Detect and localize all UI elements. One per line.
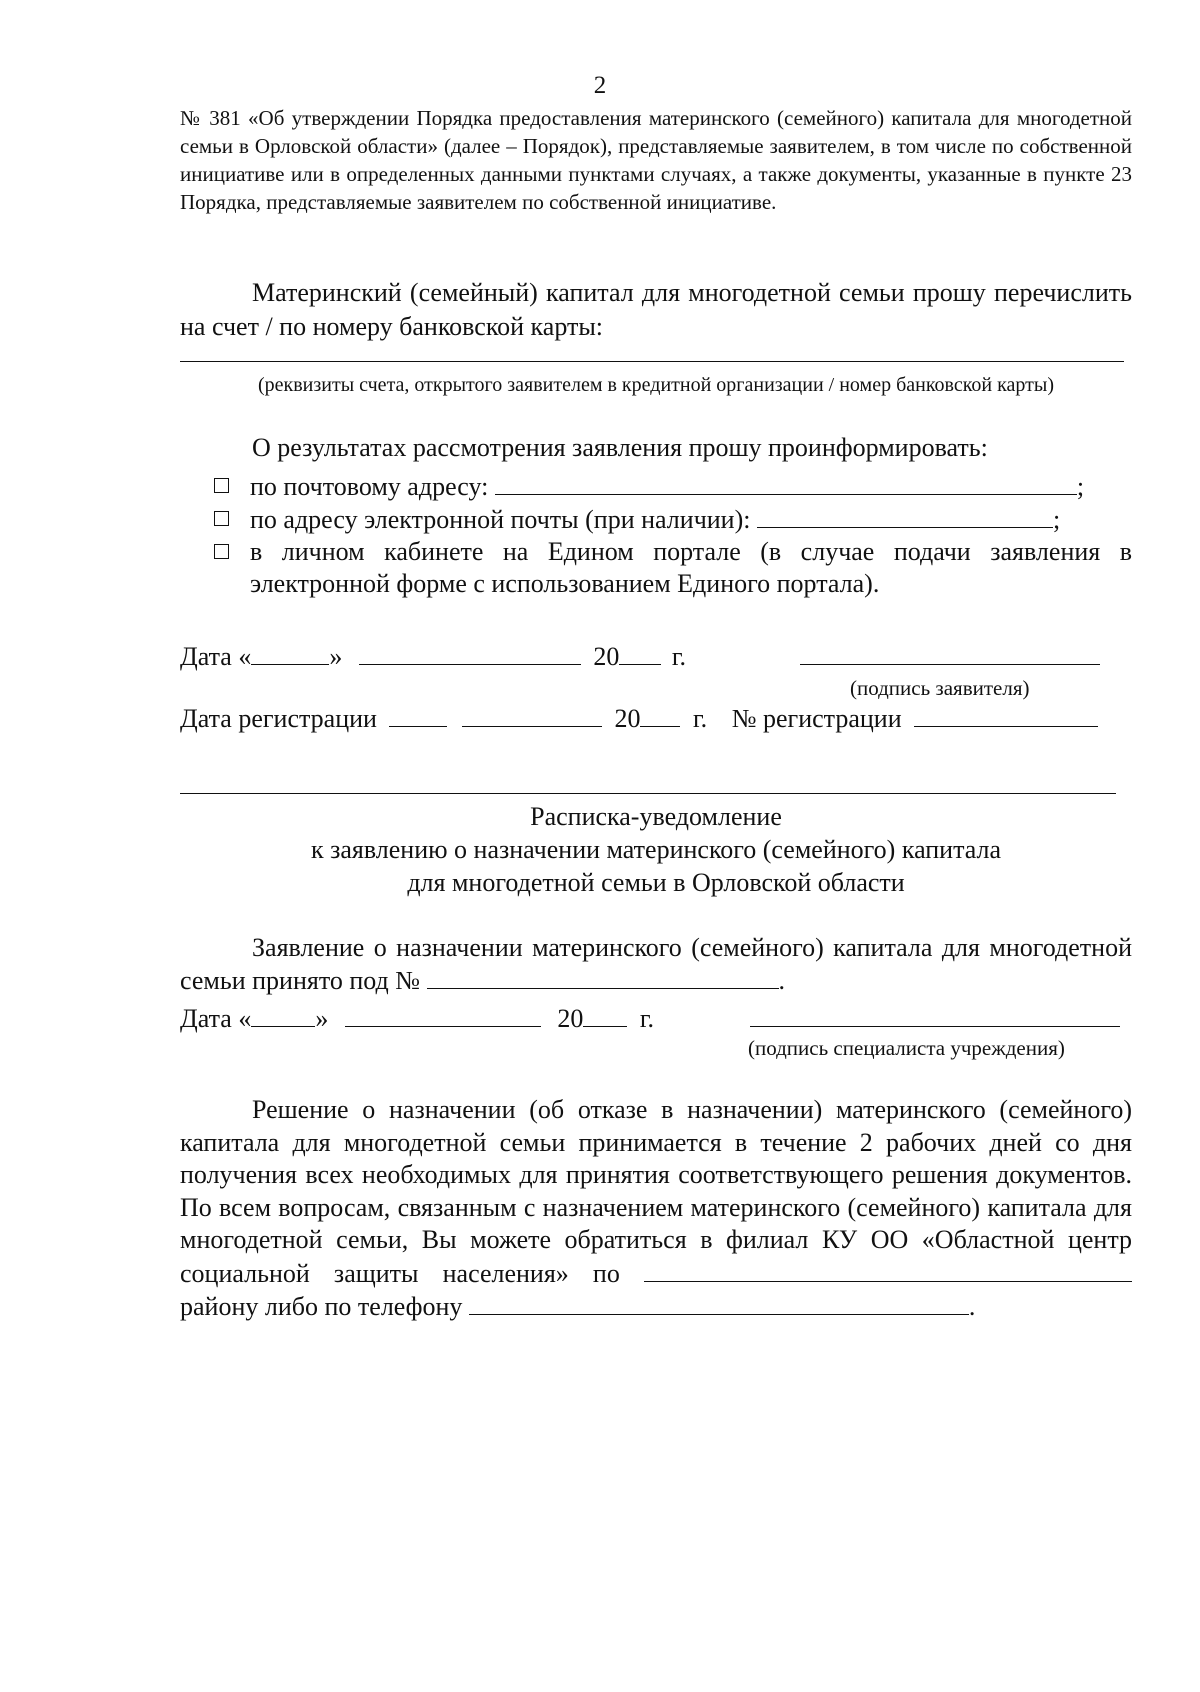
- page-number: 2: [593, 72, 607, 99]
- email-field[interactable]: [757, 503, 1053, 528]
- registration-year-prefix: 20: [614, 704, 641, 733]
- registration-number-label: № регистрации: [731, 704, 902, 733]
- registration-year-field[interactable]: [640, 702, 680, 727]
- receipt-year-prefix: 20: [557, 1004, 584, 1033]
- semicolon: ;: [1076, 472, 1085, 501]
- day-field[interactable]: [251, 640, 329, 665]
- option-cabinet-label: в личном кабинете на Едином портале (в случае подачи заявления в электронной форме с использованием Единого портала).: [250, 537, 1132, 598]
- year-prefix: 20: [593, 642, 620, 671]
- phone-field[interactable]: [469, 1290, 969, 1315]
- receipt-title: [180, 800, 1132, 899]
- applicant-signature-area: [800, 640, 1100, 672]
- specialist-signature-field[interactable]: [750, 1002, 1120, 1027]
- receipt-year-field[interactable]: [583, 1002, 627, 1027]
- receipt-title-line1: Расписка-уведомление: [530, 802, 782, 831]
- registration-day-field[interactable]: [389, 702, 447, 727]
- receipt-day-field[interactable]: [251, 1002, 315, 1027]
- phone-label: по телефону: [324, 1292, 463, 1321]
- semicolon: ;: [1052, 505, 1061, 534]
- receipt-year-suffix: г.: [639, 1004, 655, 1033]
- final-period: .: [968, 1292, 976, 1321]
- separator-line: [180, 792, 1116, 794]
- decision-paragraph: [180, 1094, 1132, 1324]
- email-checkbox[interactable]: [214, 511, 229, 526]
- post-checkbox[interactable]: [214, 478, 229, 493]
- cabinet-checkbox[interactable]: [214, 544, 229, 559]
- date-row: [180, 640, 686, 672]
- date-label: Дата «: [180, 642, 252, 671]
- receipt-month-field[interactable]: [345, 1002, 541, 1027]
- account-caption: (реквизиты счета, открытого заявителем в кредитной организации / номер банковской карты): [257, 374, 1055, 396]
- registration-date-label: Дата регистрации: [180, 704, 377, 733]
- date-close: »: [329, 642, 343, 671]
- option-email-label: по адресу электронной почты (при наличии):: [250, 505, 751, 534]
- receipt-accepted: [180, 932, 1132, 997]
- registration-row: [180, 702, 1098, 734]
- account-input-line[interactable]: [180, 360, 1124, 362]
- receipt-date-label: Дата «: [180, 1004, 252, 1033]
- district-suffix: району либо: [180, 1292, 318, 1321]
- option-email: [180, 503, 1132, 536]
- option-post: [180, 470, 1132, 503]
- inform-heading: О результатах рассмотрения заявления прошу проинформировать:: [252, 433, 988, 462]
- specialist-signature-caption: (подпись специалиста учреждения): [748, 1036, 1065, 1060]
- specialist-signature-area: [750, 1002, 1120, 1034]
- year-suffix: г.: [671, 642, 687, 671]
- receipt-date-close: »: [315, 1004, 329, 1033]
- intro-paragraph: № 381 «Об утверждении Порядка предоставления материнского (семейного) капитала для многодетной семьи в Орловской области» (далее – Порядок), представляемые заявителем, в том числе по собственной инициативе или в определенных данными пунктами случаях, а также документы, указанные в пункте 23 Порядка, представляемые заявителем по собственной инициативе.: [180, 106, 1132, 214]
- receipt-number-field[interactable]: [427, 964, 779, 989]
- registration-month-field[interactable]: [462, 702, 602, 727]
- applicant-signature-caption: (подпись заявителя): [850, 676, 1030, 700]
- receipt-accepted-text: Заявление о назначении материнского (семейного) капитала для многодетной семьи принято под №: [180, 933, 1132, 995]
- registration-year-suffix: г.: [692, 704, 708, 733]
- option-cabinet: [180, 536, 1132, 600]
- applicant-signature-field[interactable]: [800, 640, 1100, 665]
- district-field[interactable]: [644, 1257, 1132, 1282]
- receipt-title-line2: к заявлению о назначении материнского (семейного) капитала: [310, 835, 1002, 864]
- decision-text: Решение о назначении (об отказе в назначении) материнского (семейного) капитала для многодетной семьи принимается в течение 2 рабочих дней со дня получения всех необходимых для принятия соответствующего решения документов. По всем вопросам, связанным с назначением материнского (семейного) капитала для многодетной семьи, Вы можете обратиться в филиал КУ ОО «Областной центр социальной защиты населения» по: [180, 1095, 1132, 1288]
- registration-number-field[interactable]: [914, 702, 1098, 727]
- receipt-date-row: [180, 1002, 654, 1034]
- year-field[interactable]: [619, 640, 661, 665]
- inform-options: [180, 470, 1132, 600]
- month-field[interactable]: [359, 640, 581, 665]
- option-post-label: по почтовому адресу:: [250, 472, 489, 501]
- period: .: [778, 966, 786, 995]
- post-address-field[interactable]: [495, 470, 1077, 495]
- receipt-title-line3: для многодетной семьи в Орловской области: [407, 868, 905, 897]
- transfer-request: Материнский (семейный) капитал для многодетной семьи прошу перечислить на счет / по номеру банковской карты:: [180, 278, 1132, 341]
